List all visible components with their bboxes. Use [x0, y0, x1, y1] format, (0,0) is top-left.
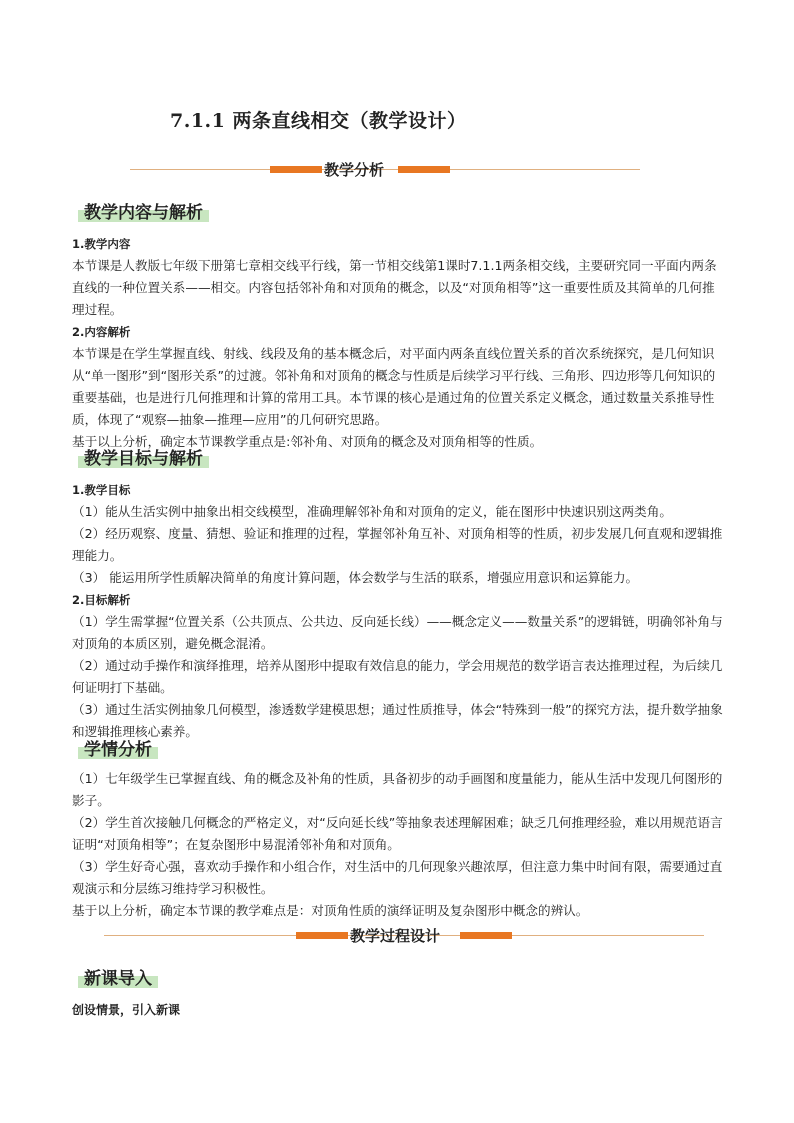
content-subheading-2: 2.内容解析 [72, 325, 131, 339]
goal-analysis-3: （3）通过生活实例抽象几何模型，渗透数学建模思想；通过性质推导，体会“特殊到一般”的探究方法，提升数学抽象和逻辑推理核心素养。 [72, 702, 723, 739]
learner-summary: 基于以上分析，确定本节课的教学难点是：对顶角性质的演绎证明及复杂图形中概念的辨认。 [72, 903, 589, 918]
section-title-analysis: 教学分析 [324, 161, 385, 179]
goal-analysis-2: （2）通过动手操作和演绎推理，培养从图形中提取有效信息的能力，学会用规范的数学语言表达推理过程，为后续几何证明打下基础。 [72, 658, 723, 695]
heading-intro: 新课导入 [78, 964, 158, 988]
content-paragraph-3: 基于以上分析，确定本节课教学重点是:邻补角、对顶角的概念及对顶角相等的性质。 [72, 434, 543, 449]
intro-line: 创设情景，引入新课 [72, 1003, 181, 1017]
goal-analysis-1: （1）学生需掌握“位置关系（公共顶点、公共边、反向延长线）——概念定义——数量关系”的逻辑链，明确邻补角与对顶角的本质区别，避免概念混淆。 [72, 614, 723, 651]
heading-goals: 教学目标与解析 [78, 444, 209, 468]
goals-subheading-1: 1.教学目标 [72, 483, 131, 497]
goals-subheading-2: 2.目标解析 [72, 593, 131, 607]
content-paragraph-1: 本节课是人教版七年级下册第七章相交线平行线，第一节相交线第1课时7.1.1两条相交线，主要研究同一平面内两条直线的一种位置关系——相交。内容包括邻补角和对顶角的概念，以及“对顶角相等”这一重要性质及其简单的几何推理过程。 [72, 258, 717, 317]
content-block [72, 233, 724, 453]
goal-item-2: （2）经历观察、度量、猜想、验证和推理的过程，掌握邻补角互补、对顶角相等的性质，初步发展几何直观和逻辑推理能力。 [72, 526, 723, 563]
learner-item-3: （3）学生好奇心强，喜欢动手操作和小组合作，对生活中的几何现象兴趣浓厚，但注意力集中时间有限，需要通过直观演示和分层练习维持学习积极性。 [72, 859, 723, 896]
goal-item-3: （3） 能运用所学性质解决简单的角度计算问题，体会数学与生活的联系，增强应用意识和运算能力。 [72, 570, 639, 585]
goals-block [72, 479, 724, 743]
content-subheading-1: 1.教学内容 [72, 237, 131, 251]
document-title: 7.1.1 两条直线相交（教学设计） [170, 110, 467, 132]
learner-item-2: （2）学生首次接触几何概念的严格定义，对“反向延长线”等抽象表述理解困难；缺乏几何推理经验，难以用规范语言证明“对顶角相等”；在复杂图形中易混淆邻补角和对顶角。 [72, 815, 723, 852]
section-title-process: 教学过程设计 [350, 927, 441, 945]
section-divider-process [104, 925, 704, 947]
goal-item-1: （1）能从生活实例中抽象出相交线模型，准确理解邻补角和对顶角的定义，能在图形中快速识别这两类角。 [72, 504, 672, 519]
section-divider-analysis [130, 159, 640, 181]
learner-item-1: （1）七年级学生已掌握直线、角的概念及补角的性质，具备初步的动手画图和度量能力，能从生活中发现几何图形的影子。 [72, 771, 723, 808]
content-paragraph-2: 本节课是在学生掌握直线、射线、线段及角的基本概念后，对平面内两条直线位置关系的首次系统探究，是几何知识从“单一图形”到“图形关系”的过渡。邻补角和对顶角的概念与性质是后续学习平行线、三角形、四边形等几何知识的重要基础，也是进行几何推理和计算的常用工具。本节课的核心是通过角的位置关系定义概念，通过数量关系推导性质，体现了“观察—抽象—推理—应用”的几何研究思路。 [72, 346, 716, 427]
learners-block [72, 768, 724, 922]
heading-learners: 学情分析 [78, 735, 158, 759]
heading-content-analysis: 教学内容与解析 [78, 198, 209, 222]
